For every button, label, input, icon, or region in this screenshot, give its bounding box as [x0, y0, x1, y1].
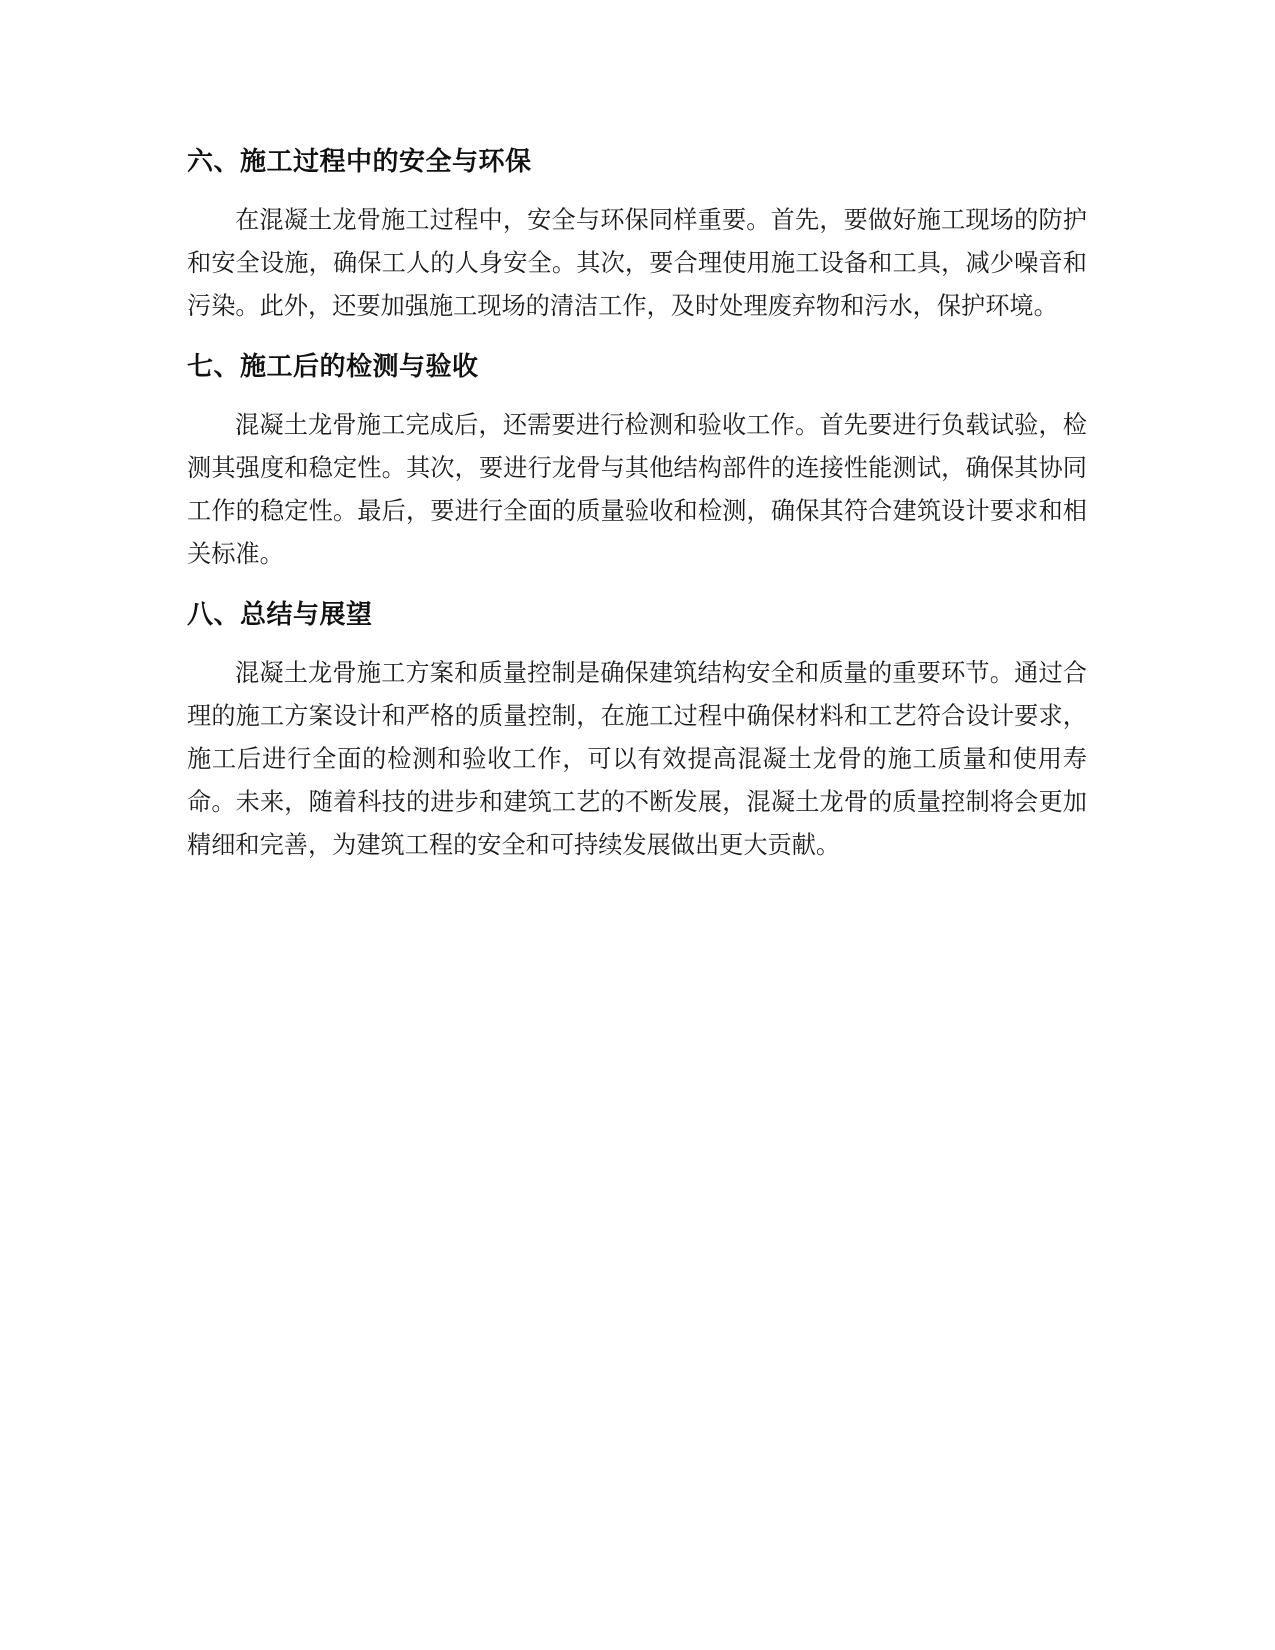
section-heading: 六、施工过程中的安全与环保: [187, 147, 532, 177]
section-paragraph: 混凝土龙骨施工方案和质量控制是确保建筑结构安全和质量的重要环节。通过合理的施工方案设计和严格的质量控制，在施工过程中确保材料和工艺符合设计要求，施工后进行全面的检测和验收工作，可以有效提高混凝土龙骨的施工质量和使用寿命。未来，随着科技的进步和建筑工艺的不断发展，混凝土龙骨的质量控制将会更加精细和完善，为建筑工程的安全和可持续发展做出更大贡献。: [187, 659, 1087, 859]
document-body: [187, 142, 1087, 867]
section-summary-outlook: [187, 595, 1087, 867]
section-heading: 八、总结与展望: [187, 600, 373, 630]
section-paragraph: 在混凝土龙骨施工过程中，安全与环保同样重要。首先，要做好施工现场的防护和安全设施，确保工人的人身安全。其次，要合理使用施工设备和工具，减少噪音和污染。此外，还要加强施工现场的清洁工作，及时处理废弃物和污水，保护环境。: [187, 206, 1087, 320]
section-inspection-acceptance: [187, 347, 1087, 576]
section-heading: 七、施工后的检测与验收: [187, 352, 479, 382]
section-safety-environment: [187, 142, 1087, 328]
section-paragraph: 混凝土龙骨施工完成后，还需要进行检测和验收工作。首先要进行负载试验，检测其强度和稳定性。其次，要进行龙骨与其他结构部件的连接性能测试，确保其协同工作的稳定性。最后，要进行全面的质量验收和检测，确保其符合建筑设计要求和相关标准。: [187, 411, 1087, 568]
